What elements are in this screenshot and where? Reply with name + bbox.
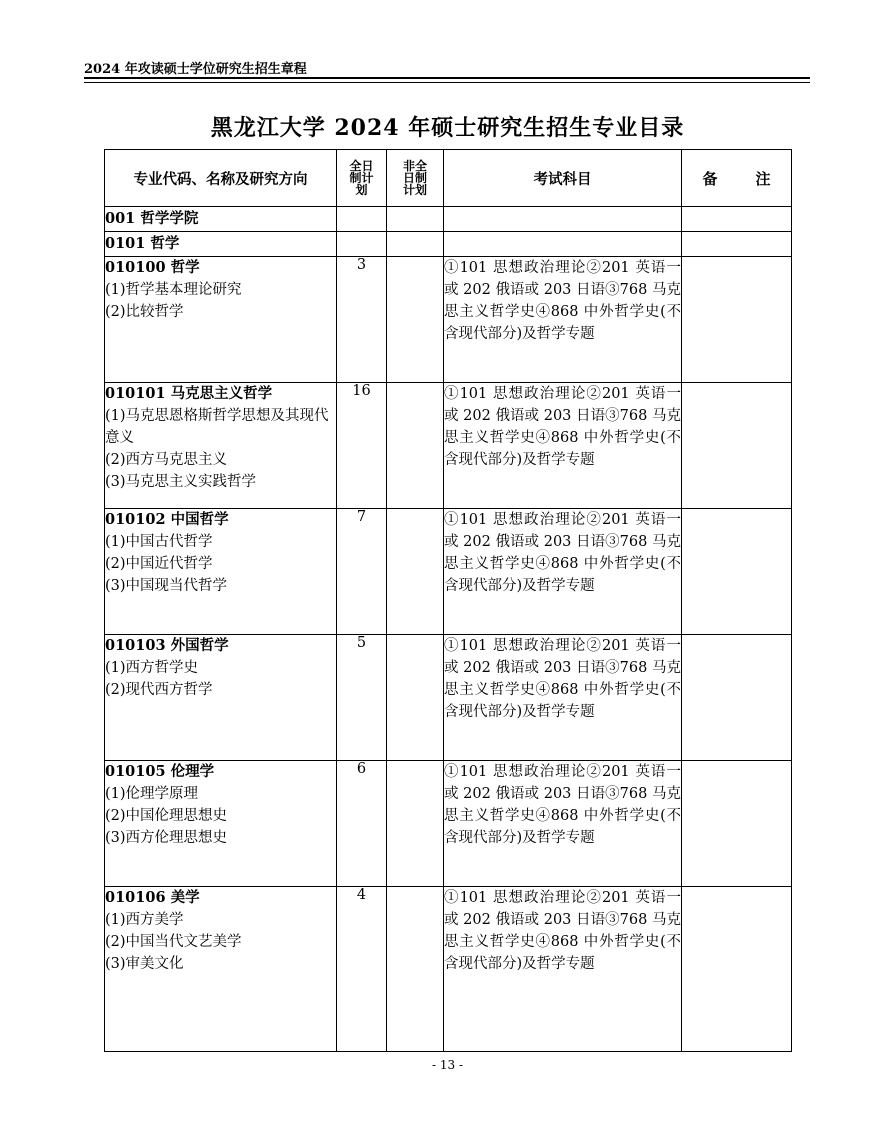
major-name: 伦理学 [170, 763, 215, 780]
table-header-row [105, 150, 792, 207]
major-code: 010101 [105, 385, 166, 402]
column-header-remarks: 备注 [682, 150, 792, 207]
discipline-name: 0101 哲学 [105, 232, 337, 257]
table-row [105, 635, 792, 761]
research-direction: (1)西方哲学史 [105, 660, 199, 676]
major-code: 010100 [105, 259, 166, 276]
document-title: 黑龙江大学 2024 年硕士研究生招生专业目录 [210, 115, 685, 141]
full-time-quota: 4 [337, 887, 387, 1052]
major-cell [105, 887, 337, 1052]
column-header-major: 专业代码、名称及研究方向 [105, 150, 337, 207]
part-time-quota [387, 635, 444, 761]
remarks-cell [682, 509, 792, 635]
major-code-name [105, 761, 336, 783]
header-rule-thick [84, 77, 810, 79]
major-cell [105, 383, 337, 509]
major-code-name [105, 509, 336, 531]
exam-subjects: ①101 思想政治理论②201 英语一或 202 俄语或 203 日语③768 马克思主义哲学史④868 中外哲学史(不含现代部分)及哲学专题 [444, 635, 682, 761]
major-code-name [105, 635, 336, 657]
research-direction: (3)中国现当代哲学 [105, 578, 228, 594]
part-time-quota [387, 887, 444, 1052]
major-cell [105, 635, 337, 761]
research-direction: (1)中国古代哲学 [105, 534, 213, 550]
full-time-quota: 5 [337, 635, 387, 761]
major-code-name [105, 383, 336, 405]
research-direction: (2)西方马克思主义 [105, 452, 228, 468]
table-row [105, 383, 792, 509]
remarks-cell [682, 887, 792, 1052]
research-direction: (2)现代西方哲学 [105, 682, 213, 698]
remarks-cell [682, 257, 792, 383]
part-time-quota [387, 383, 444, 509]
major-name: 哲学 [170, 259, 200, 276]
research-direction: (3)西方伦理思想史 [105, 830, 228, 846]
major-cell [105, 761, 337, 887]
major-code: 010106 [105, 889, 166, 906]
research-direction: (1)伦理学原理 [105, 786, 199, 802]
column-header-full-time-line: 制计 [349, 171, 374, 185]
remarks-cell [682, 383, 792, 509]
column-header-part-time-line: 日制 [402, 171, 427, 185]
major-code-name [105, 257, 336, 279]
major-cell [105, 509, 337, 635]
full-time-quota: 16 [337, 383, 387, 509]
research-direction: (1)哲学基本理论研究 [105, 282, 242, 298]
major-code: 010103 [105, 637, 166, 654]
discipline-row [105, 232, 792, 257]
exam-subjects: ①101 思想政治理论②201 英语一或 202 俄语或 203 日语③768 马克思主义哲学史④868 中外哲学史(不含现代部分)及哲学专题 [444, 761, 682, 887]
major-name: 美学 [170, 889, 200, 906]
major-name: 马克思主义哲学 [170, 385, 273, 402]
major-name: 中国哲学 [170, 511, 229, 528]
research-direction: (2)中国当代文艺美学 [105, 934, 242, 950]
running-header: 2024 年攻读硕士学位研究生招生章程 [84, 62, 307, 77]
major-name: 外国哲学 [170, 637, 229, 654]
research-direction: (3)审美文化 [105, 956, 184, 972]
column-header-part-time [387, 150, 444, 207]
major-catalog-table [104, 149, 792, 1052]
department-row [105, 207, 792, 232]
research-direction: (3)马克思主义实践哲学 [105, 474, 257, 490]
table-row [105, 887, 792, 1052]
major-cell [105, 257, 337, 383]
exam-subjects: ①101 思想政治理论②201 英语一或 202 俄语或 203 日语③768 马克思主义哲学史④868 中外哲学史(不含现代部分)及哲学专题 [444, 383, 682, 509]
column-header-part-time-line: 非全 [402, 159, 427, 173]
part-time-quota [387, 509, 444, 635]
research-direction: (1)西方美学 [105, 912, 184, 928]
column-header-full-time-line: 全日 [349, 159, 374, 173]
full-time-quota: 7 [337, 509, 387, 635]
page-number: - 13 - [431, 1058, 463, 1072]
exam-subjects: ①101 思想政治理论②201 英语一或 202 俄语或 203 日语③768 马克思主义哲学史④868 中外哲学史(不含现代部分)及哲学专题 [444, 257, 682, 383]
part-time-quota [387, 257, 444, 383]
full-time-quota: 3 [337, 257, 387, 383]
column-header-full-time [337, 150, 387, 207]
research-direction: (1)马克思恩格斯哲学思想及其现代意义 [105, 408, 329, 446]
exam-subjects: ①101 思想政治理论②201 英语一或 202 俄语或 203 日语③768 马克思主义哲学史④868 中外哲学史(不含现代部分)及哲学专题 [444, 509, 682, 635]
table-row [105, 509, 792, 635]
major-code-name [105, 887, 336, 909]
full-time-quota: 6 [337, 761, 387, 887]
header-rule-thin [84, 82, 810, 83]
column-header-part-time-line: 计划 [402, 183, 427, 197]
part-time-quota [387, 761, 444, 887]
table-row [105, 257, 792, 383]
exam-subjects: ①101 思想政治理论②201 英语一或 202 俄语或 203 日语③768 马克思主义哲学史④868 中外哲学史(不含现代部分)及哲学专题 [444, 887, 682, 1052]
research-direction: (2)比较哲学 [105, 304, 184, 320]
remarks-cell [682, 761, 792, 887]
research-direction: (2)中国伦理思想史 [105, 808, 228, 824]
major-code: 010105 [105, 763, 166, 780]
column-header-exam: 考试科目 [444, 150, 682, 207]
research-direction: (2)中国近代哲学 [105, 556, 213, 572]
column-header-full-time-line: 划 [355, 183, 368, 197]
remarks-cell [682, 635, 792, 761]
table-row [105, 761, 792, 887]
major-code: 010102 [105, 511, 166, 528]
department-name: 001 哲学学院 [105, 207, 337, 232]
